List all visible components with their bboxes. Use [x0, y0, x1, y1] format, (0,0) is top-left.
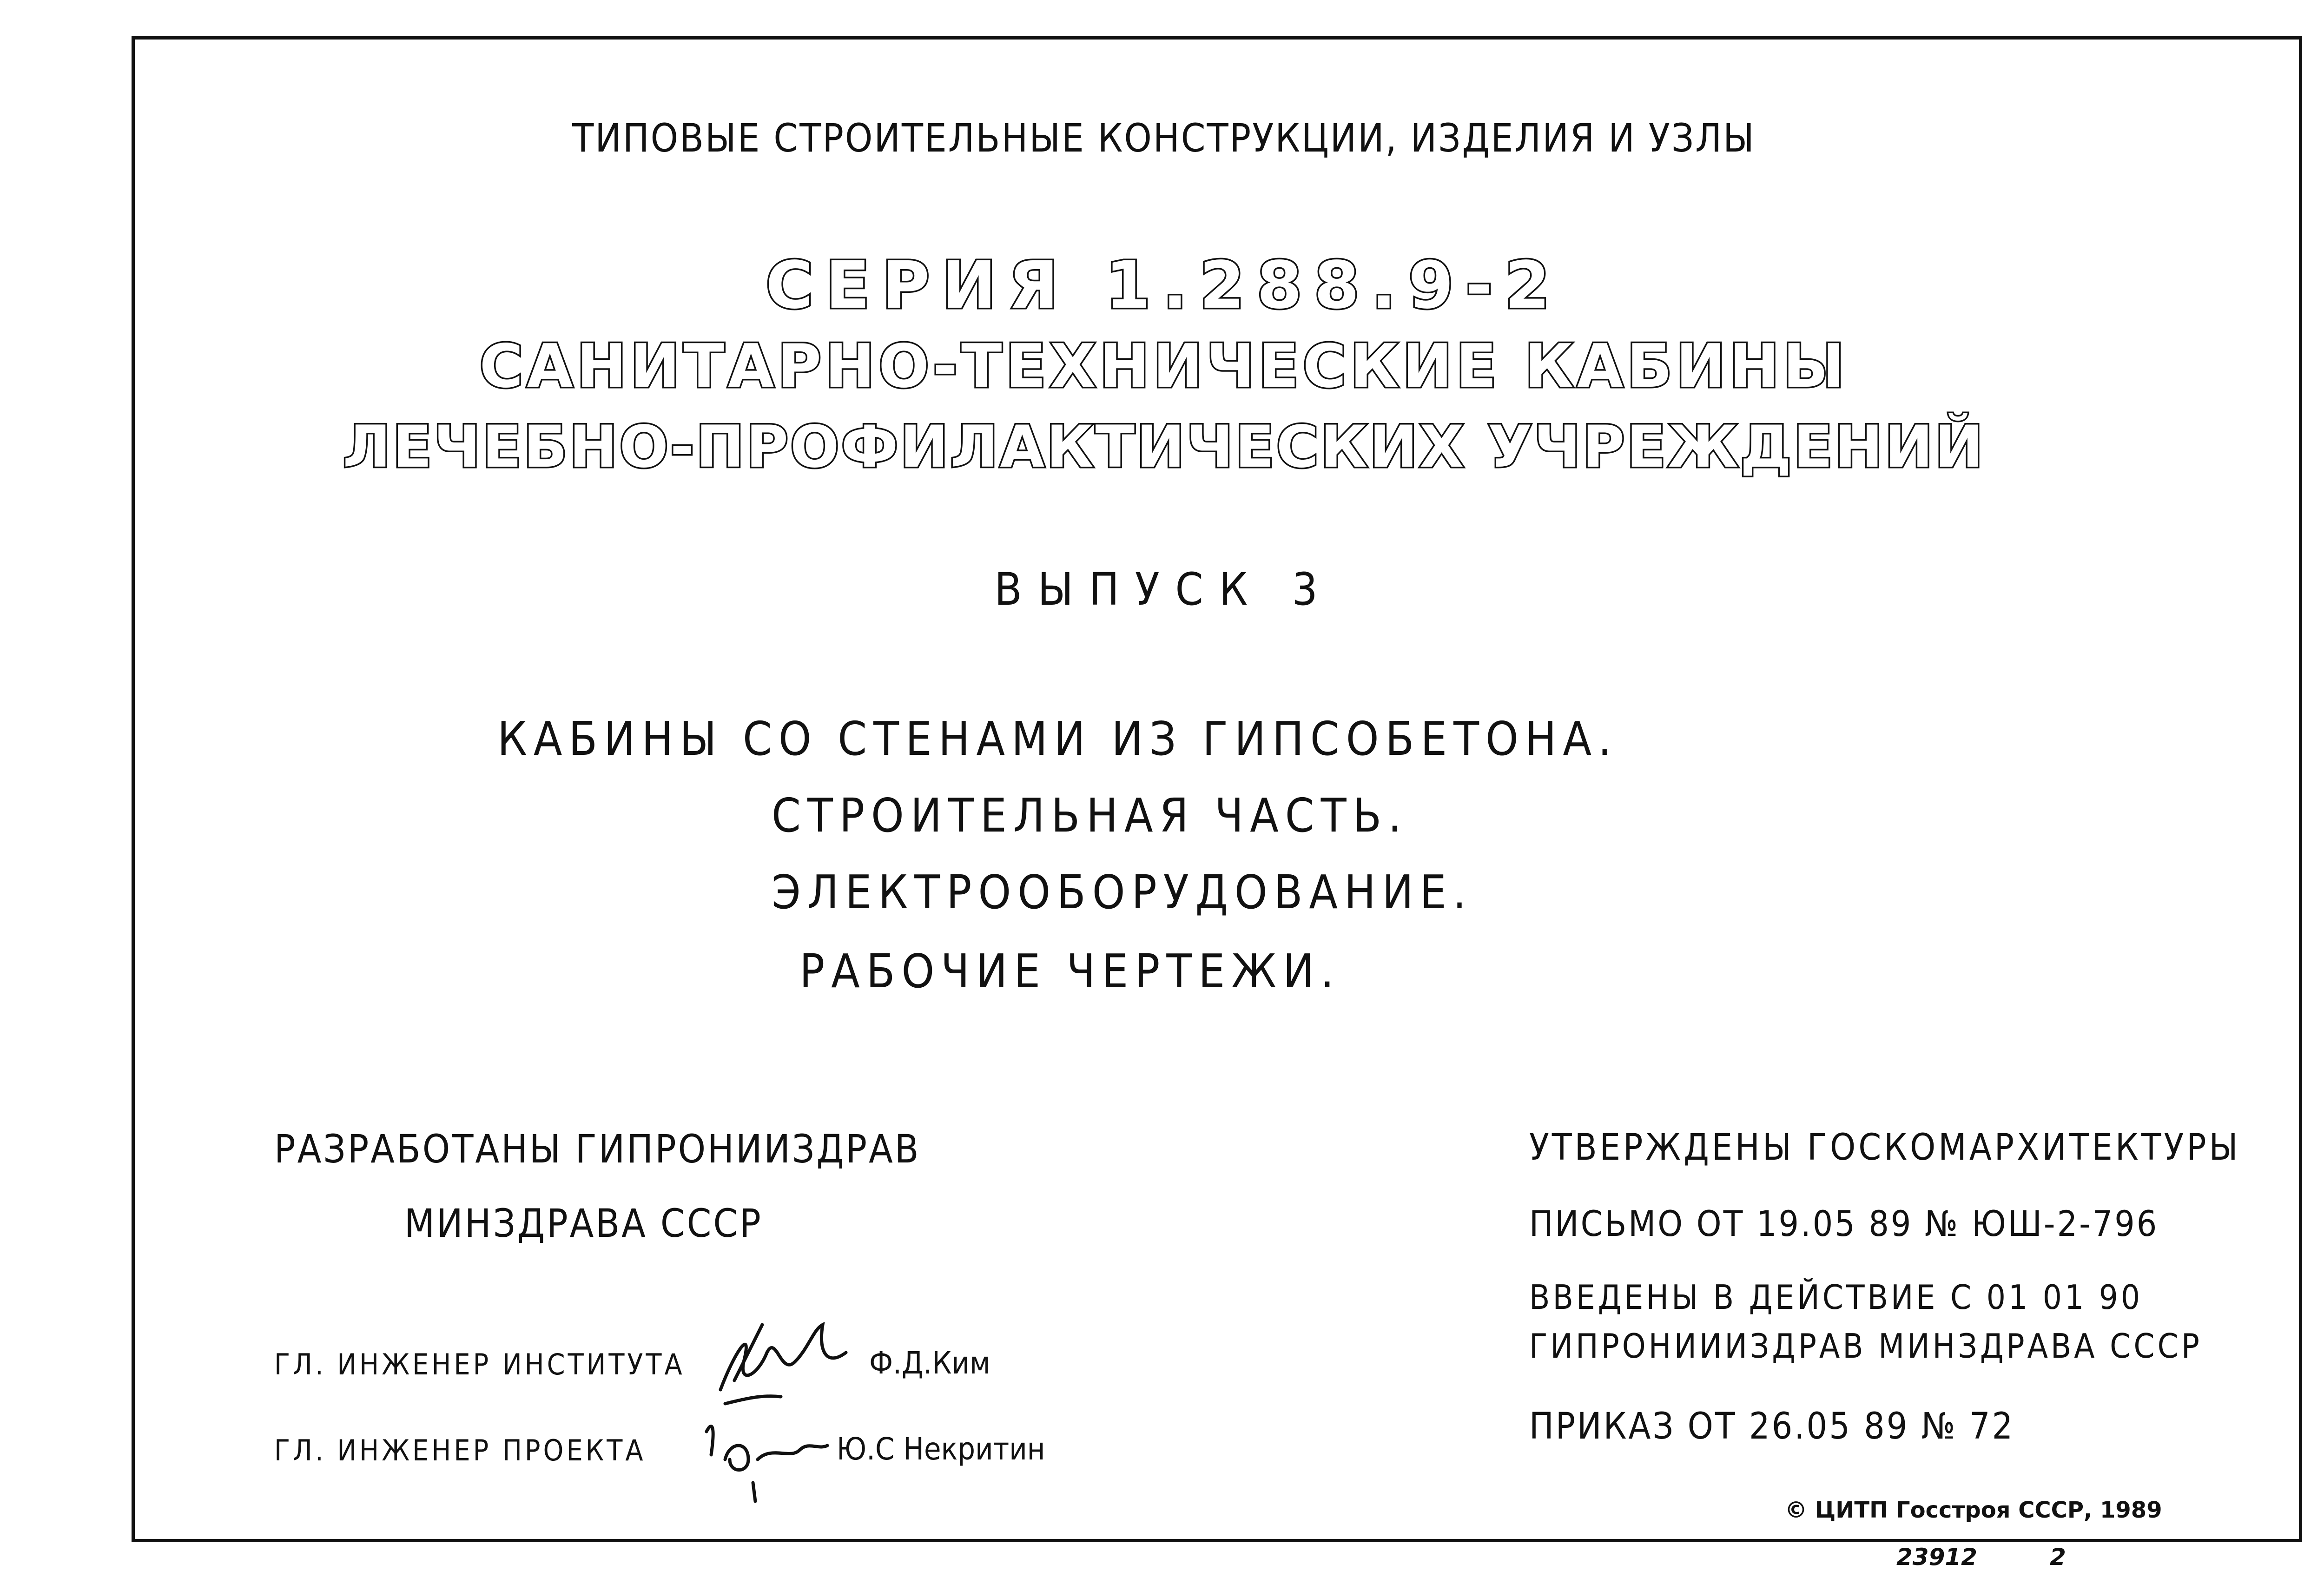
- signatory-2-name: Ю.С Некритин: [837, 1431, 1045, 1467]
- copyright-notice: © ЦИТП Госстроя СССР, 1989: [1785, 1497, 2162, 1523]
- document-number: 23912: [1896, 1544, 1977, 1571]
- approval-effective-line2: ГИПРОНИИИЗДРАВ МИНЗДРАВА СССР: [1529, 1327, 2202, 1366]
- contents-line3: ЭЛЕКТРООБОРУДОВАНИЕ.: [772, 865, 1473, 919]
- series-number: СЕРИЯ 1.288.9-2: [766, 248, 1562, 324]
- sheet-number: 2: [2050, 1544, 2066, 1571]
- series-category-heading: ТИПОВЫЕ СТРОИТЕЛЬНЫЕ КОНСТРУКЦИИ, ИЗДЕЛИЯ И УЗЛЫ: [572, 115, 1756, 161]
- approval-approved-by: УТВЕРЖДЕНЫ ГОСКОМАРХИТЕКТУРЫ: [1529, 1127, 2241, 1169]
- approval-letter: ПИСЬМО ОТ 19.05 89 № ЮШ-2-796: [1529, 1203, 2159, 1244]
- developer-line2: МИНЗДРАВА СССР: [404, 1201, 763, 1246]
- signatory-1-role: ГЛ. ИНЖЕНЕР ИНСТИТУТА: [274, 1347, 685, 1381]
- contents-line4: РАБОЧИЕ ЧЕРТЕЖИ.: [799, 944, 1340, 998]
- approval-order: ПРИКАЗ ОТ 26.05 89 № 72: [1529, 1406, 2015, 1447]
- signature-2: [697, 1404, 837, 1506]
- contents-line1: КАБИНЫ СО СТЕНАМИ ИЗ ГИПСОБЕТОНА.: [497, 712, 1618, 766]
- series-title-line1: САНИТАРНО-ТЕХНИЧЕСКИЕ КАБИНЫ: [479, 332, 1849, 401]
- series-title-line2: ЛЕЧЕБНО-ПРОФИЛАКТИЧЕСКИХ УЧРЕЖДЕНИЙ: [343, 414, 1985, 481]
- signatory-1-name: Ф.Д.Ким: [869, 1345, 990, 1381]
- signature-1: [706, 1297, 892, 1418]
- developer-line1: РАЗРАБОТАНЫ ГИПРОНИИЗДРАВ: [274, 1126, 921, 1172]
- approval-effective-line1: ВВЕДЕНЫ В ДЕЙСТВИЕ С 01 01 90: [1529, 1278, 2143, 1317]
- issue-label: ВЫПУСК 3: [994, 563, 1334, 615]
- signatory-2-role: ГЛ. ИНЖЕНЕР ПРОЕКТА: [274, 1433, 646, 1467]
- contents-line2: СТРОИТЕЛЬНАЯ ЧАСТЬ.: [772, 788, 1408, 843]
